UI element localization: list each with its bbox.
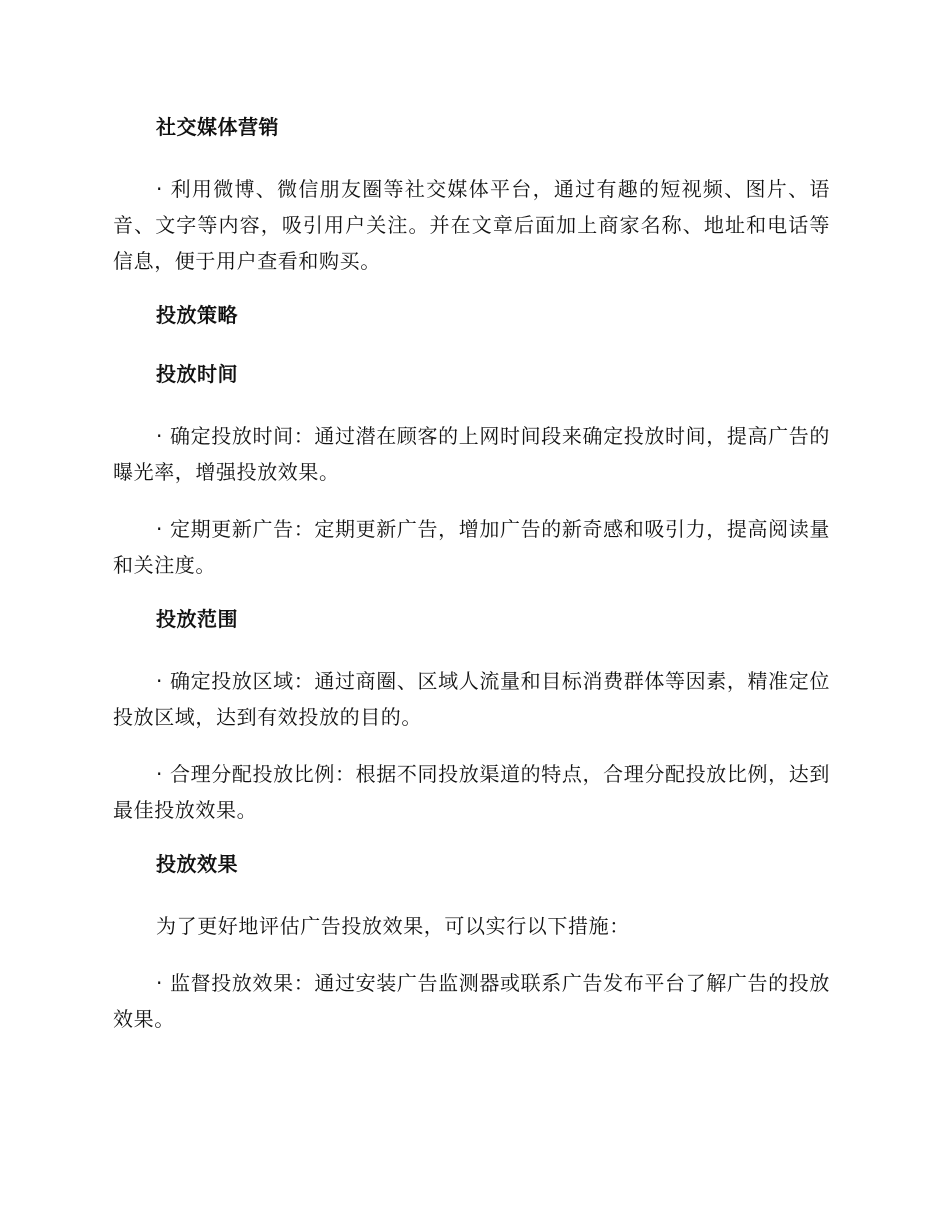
- paragraph-monitor-effect: · 监督投放效果：通过安装广告监测器或联系广告发布平台了解广告的投放效果。: [113, 971, 830, 1031]
- paragraph-social-media: · 利用微博、微信朋友圈等社交媒体平台，通过有趣的短视频、图片、语音、文字等内容，吸引用户关注。并在文章后面加上商家名称、地址和电话等信息，便于用户查看和购买。: [113, 177, 830, 273]
- paragraph-evaluation-intro: 为了更好地评估广告投放效果，可以实行以下措施：: [156, 914, 630, 938]
- section-heading-social-media: 社交媒体营销: [156, 115, 279, 139]
- section-heading-effect: 投放效果: [156, 852, 238, 876]
- paragraph-allocate-ratio: · 合理分配投放比例：根据不同投放渠道的特点，合理分配投放比例，达到最佳投放效果。: [113, 762, 830, 822]
- paragraph-determine-area: · 确定投放区域：通过商圈、区域人流量和目标消费群体等因素，精准定位投放区域，达到有效投放的目的。: [113, 669, 830, 729]
- paragraph-update-ads: · 定期更新广告：定期更新广告，增加广告的新奇感和吸引力，提高阅读量和关注度。: [113, 517, 830, 577]
- section-heading-scope: 投放范围: [156, 607, 238, 631]
- paragraph-determine-time: · 确定投放时间：通过潜在顾客的上网时间段来确定投放时间，提高广告的曝光率，增强投放效果。: [113, 424, 830, 484]
- section-heading-timing: 投放时间: [156, 362, 238, 386]
- section-heading-strategy: 投放策略: [156, 303, 238, 327]
